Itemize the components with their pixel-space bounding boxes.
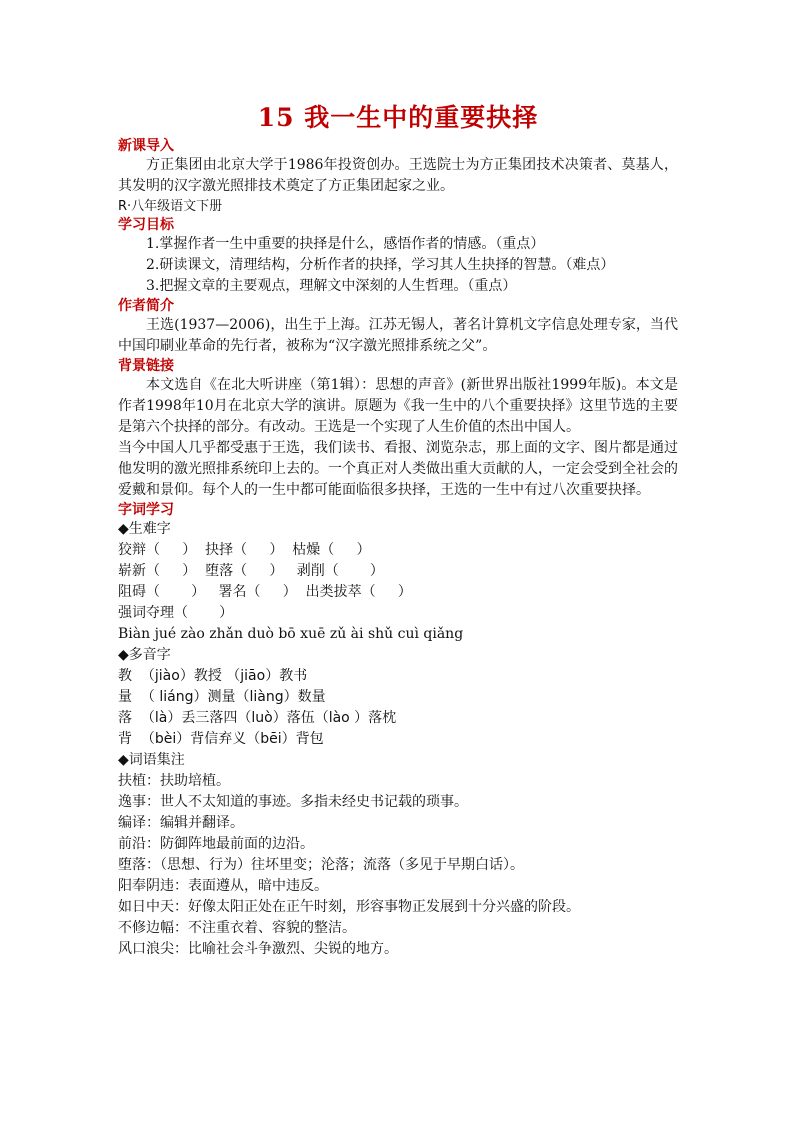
word-entry: 扶植：扶助培植。 xyxy=(118,773,230,789)
pinyin-line: Biàn jué zào zhǎn duò bō xuē zǔ ài shǔ cuì qiǎng xyxy=(118,626,464,642)
author-heading: 作者简介 xyxy=(118,298,174,314)
polyphone-label: ◆多音字 xyxy=(118,647,171,663)
word-entry: 编译：编辑并翻译。 xyxy=(118,815,244,831)
polyphone-line: 背 （bèi）背信弃义（bēi）背包 xyxy=(118,731,324,747)
words-label: ◆词语集注 xyxy=(118,752,185,768)
word-entry: 不修边幅：不注重衣着、容貌的整洁。 xyxy=(118,920,356,936)
polyphone-line: 落 （là）丢三落四（luò）落伍（lào ）落枕 xyxy=(118,710,397,726)
rare-chars-line: 阻碍（ ） 署名（ ） 出类拔萃（ ） xyxy=(118,584,412,600)
author-text: 王选(1937—2006)，出生于上海。江苏无锡人，著名计算机文字信息处理专家，当代中国印刷业革命的先行者，被称为“汉字激光照排系统之父”。 xyxy=(118,317,678,354)
word-entry: 堕落：（思想、行为）往坏里变；沦落；流落（多见于早期白话）。 xyxy=(118,857,524,873)
rare-chars-line: 强词夺理（ ） xyxy=(118,605,234,621)
polyphone-line: 教 （jiào）教授 （jiāo）教书 xyxy=(118,668,308,684)
word-entry: 风口浪尖：比喻社会斗争激烈、尖锐的地方。 xyxy=(118,941,398,957)
background-text-1: 本文选自《在北大听讲座（第1辑）：思想的声音》(新世界出版社1999年版)。本文是作者1998年10月在北京大学的演讲。原题为《我一生中的八个重要抉择》这里节选的主要是第六个抉择的部分。有改动。王选是一个实现了人生价值的杰出中国人。 xyxy=(118,377,678,435)
word-entry: 前沿：防御阵地最前面的边沿。 xyxy=(118,836,314,852)
intro-heading: 新课导入 xyxy=(118,138,174,154)
page-title: 15 我一生中的重要抉择 xyxy=(257,103,539,132)
rare-chars-line: 崭新（ ） 堕落（ ） 剥削（ ） xyxy=(118,563,384,579)
objectives-heading: 学习目标 xyxy=(118,217,174,233)
objective-item: 3.把握文章的主要观点，理解文中深刻的人生哲理。（重点） xyxy=(146,278,517,294)
rare-chars-label: ◆生难字 xyxy=(118,521,171,537)
intro-text: 方正集团由北京大学于1986年投资创办。王选院士为方正集团技术决策者、莫基人，其发明的汉字激光照排技术奠定了方正集团起家之业。 xyxy=(118,157,678,194)
document-page xyxy=(118,100,678,960)
rare-chars-line: 狡辩（ ） 抉择（ ） 枯燥（ ） xyxy=(118,542,371,558)
vocab-heading: 字词学习 xyxy=(118,502,174,518)
word-entry: 阳奉阴违：表面遵从，暗中违反。 xyxy=(118,878,328,894)
background-heading: 背景链接 xyxy=(118,358,174,374)
word-entry: 如日中天：好像太阳正处在正午时刻，形容事物正发展到十分兴盛的阶段。 xyxy=(118,899,580,915)
polyphone-line: 量 （ liáng）测量（liàng）数量 xyxy=(118,689,326,705)
word-entry: 逸事：世人不太知道的事迹。多指未经史书记载的琐事。 xyxy=(118,794,468,810)
background-text-2: 当今中国人几乎都受惠于王选，我们读书、看报、浏览杂志，那上面的文字、图片都是通过他发明的激光照排系统印上去的。一个真正对人类做出重大贡献的人，一定会受到全社会的爱戴和景仰。每个人的一生中都可能面临很多抉择，王选的一生中有过八次重要抉择。 xyxy=(118,440,678,498)
grade-label: R·八年级语文下册 xyxy=(118,199,223,214)
objective-item: 2.研读课文，清理结构，分析作者的抉择，学习其人生抉择的智慧。（难点） xyxy=(146,257,615,273)
objective-item: 1.掌握作者一生中重要的抉择是什么，感悟作者的情感。（重点） xyxy=(146,236,545,252)
